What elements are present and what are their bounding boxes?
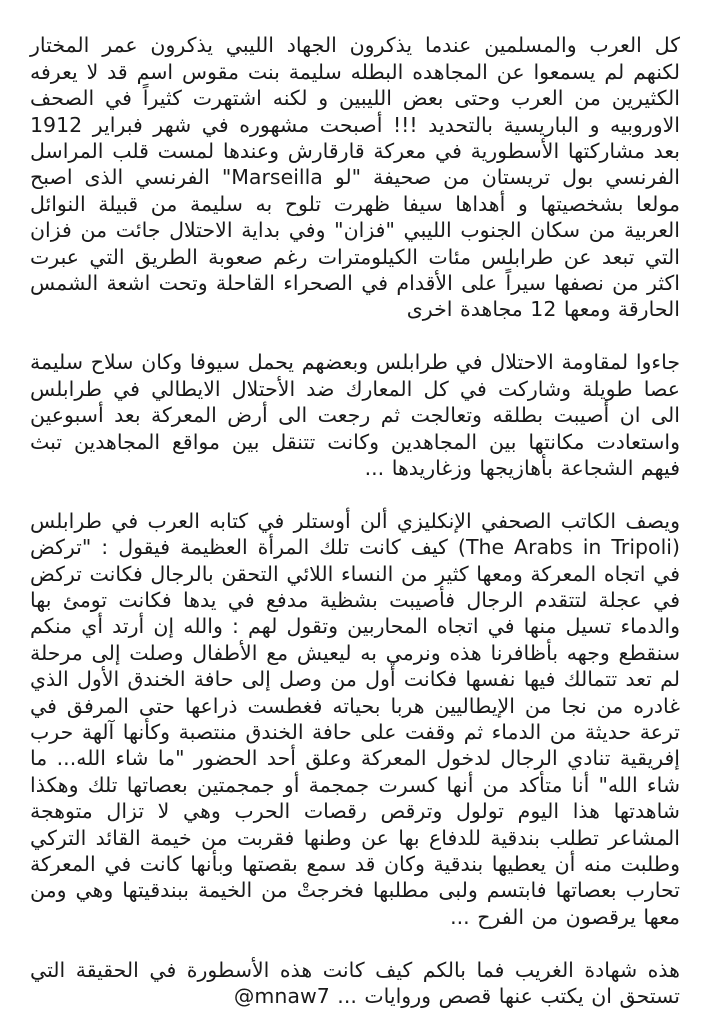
paragraph-intro: كل العرب والمسلمين عندما يذكرون الجهاد الليبي يذكرون عمر المختار لكنهم لم يسمعوا عن المجاهده البطله سليمة بنت مقوس اسم قد لا يعرفه الكثيرين من العرب وحتى بعض الليبين و لكنه اشتهرت كثيراً في الصحف الاوروبيه و الباريسية بالتحديد !!! أصبحت مشهوره في شهر فبراير 1912 بعد مشاركتها الأسطورية في معركة قارقارش وعندها لمست قلب المراسل الفرنسي بول تريستان من صحيفة "لو Marseilla" الفرنسي الذى اصبح مولعا بشخصيتها و أهداها سيفا ظهرت تلوح به سليمة من قبيلة النوائل العربية من سكان الجنوب الليبي "فزان" وفي بداية الاحتلال جائت من فزان التي تبعد عن طرابلس مئات الكيلومترات رغم صعوبة الطريق التي عبرت اكثر من نصفها سيراً على الأقدام في الصحراء القاحلة وتحت اشعة الشمس الحارقة ومعها 12 مجاهدة اخرى xyxy=(30,33,680,322)
author-handle[interactable]: @mnaw7 xyxy=(233,984,330,1009)
closing-text: هذه شهادة الغريب فما بالكم كيف كانت هذه الأسطورة في الحقيقة التي تستحق ان يكتب عنها قصص وروايات ... xyxy=(30,957,680,1009)
paragraph-testimony: ويصف الكاتب الصحفي الإنكليزي ألن أوستلر في كتابه العرب في طرابلس (The Arabs in Tripoli) كيف كانت تلك المرأة العظيمة فيقول : "تركض في اتجاه المعركة ومعها كثير من النساء اللائي التحقن بالرجال فكانت تركض في عجلة لتتقدم الرجال فأصيبت بشظية مدفع في يدها فكانت تومئ بها والدماء تسيل منها في اتجاه المحاربين وتقول لهم : والله إن أرتد أي منكم سنقطع وجهه بأظافرنا هذه ونرمي به ليعيش مع الأطفال وصلت إلى مرحلة لم تعد تتمالك فيها نفسها فكانت أول من وصل إلى حافة الخندق الأول الذي غادره من نجا من الإيطاليين هربا بحياته فغطست ذراعها حتى المرفق في ترعة حديثة من الدماء ثم وقفت على حافة الخندق منتصبة وكأنها آلهة حرب إفريقية تنادي الرجال لدخول المعركة وعلق أحد الحضور "ما شاء الله... ما شاء الله" أنا متأكد من أنها كسرت جمجمة أو جمجمتين بعصاتها تلك وهكذا شاهدتها هذا اليوم تولول وترقص رقصات الحرب وهي لا تزال متوهجة المشاعر تطلب بندقية للدفاع بها عن وطنها فقربت من خيمة القائد التركي وطلبت منه أن يعطيها بندقية وكان قد سمع بقصتها وبأنها كانت في المعركة تحارب بعصاتها فابتسم ولبى مطلبها فخرجتْ من الخيمة ببندقيتها وهي ومن معها يرقصون من الفرح ... xyxy=(30,508,680,929)
paragraph-resistance: جاءوا لمقاومة الاحتلال في طرابلس وبعضهم يحمل سيوفا وكان سلاح سليمة عصا طويلة وشاركت في كل المعارك ضد الأحتلال الايطالي في طرابلس الى ان أصيبت بطلقه وتعالجت ثم رجعت الى أرض المعركة بعد أسبوعين واستعادت مكانتها بين المجاهدين وكانت تتنقل بين مواقع المجاهدين تبث فيهم الشجاعة بأهازيجها وزغاريدها ... xyxy=(30,350,680,480)
article-body xyxy=(30,6,680,1036)
paragraph-closing xyxy=(30,957,680,1010)
